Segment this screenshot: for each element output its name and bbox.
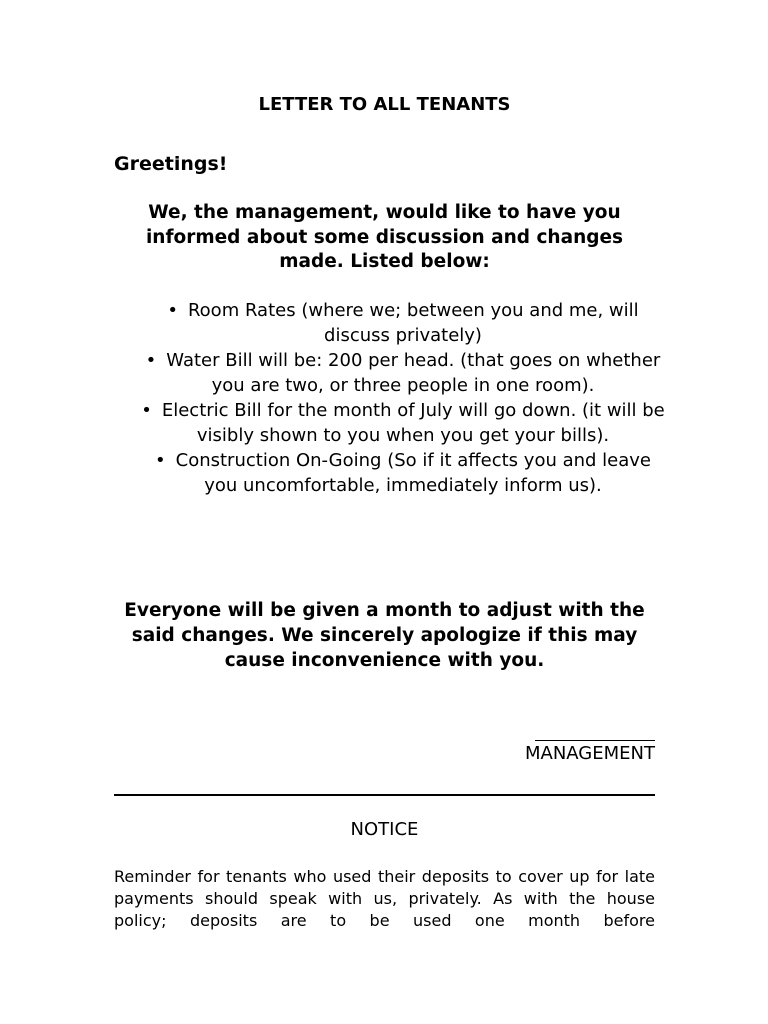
list-item [138, 448, 668, 498]
list-item-text: Room Rates (where we; between you and me, will discuss privately) [187, 300, 639, 346]
list-item [138, 298, 668, 348]
bullet-icon: • [141, 400, 152, 421]
list-item-text: Water Bill will be: 200 per head. (that goes on whether you are two, or three people in one room). [166, 350, 661, 396]
bullet-icon: • [167, 300, 178, 321]
intro-paragraph: We, the management, would like to have you informed about some discussion and changes made. Listed below: [145, 202, 624, 272]
list-item-text: Construction On-Going (So if it affects you and leave you uncomfortable, immediately inform us). [175, 450, 651, 496]
closing-paragraph: Everyone will be given a month to adjust with the said changes. We sincerely apologize if this may cause inconvenience with you. [124, 600, 645, 671]
bullet-icon: • [155, 450, 166, 471]
notice-paragraph: Reminder for tenants who used their deposits to cover up for late payments should speak with us, privately. As with the house policy; deposits are to be used one month before [114, 867, 655, 930]
list-item [138, 398, 668, 448]
list-item [138, 348, 668, 398]
list-item-text: Electric Bill for the month of July will go down. (it will be visibly shown to you when you get your bills). [161, 400, 665, 446]
changes-list [138, 298, 668, 498]
notice-title: NOTICE [350, 819, 419, 840]
greeting: Greetings! [114, 153, 228, 175]
bullet-icon: • [145, 350, 157, 371]
letter-title: LETTER TO ALL TENANTS [258, 94, 511, 115]
signature-line [535, 740, 655, 741]
signature-label: MANAGEMENT [525, 743, 655, 764]
section-divider [114, 794, 655, 796]
